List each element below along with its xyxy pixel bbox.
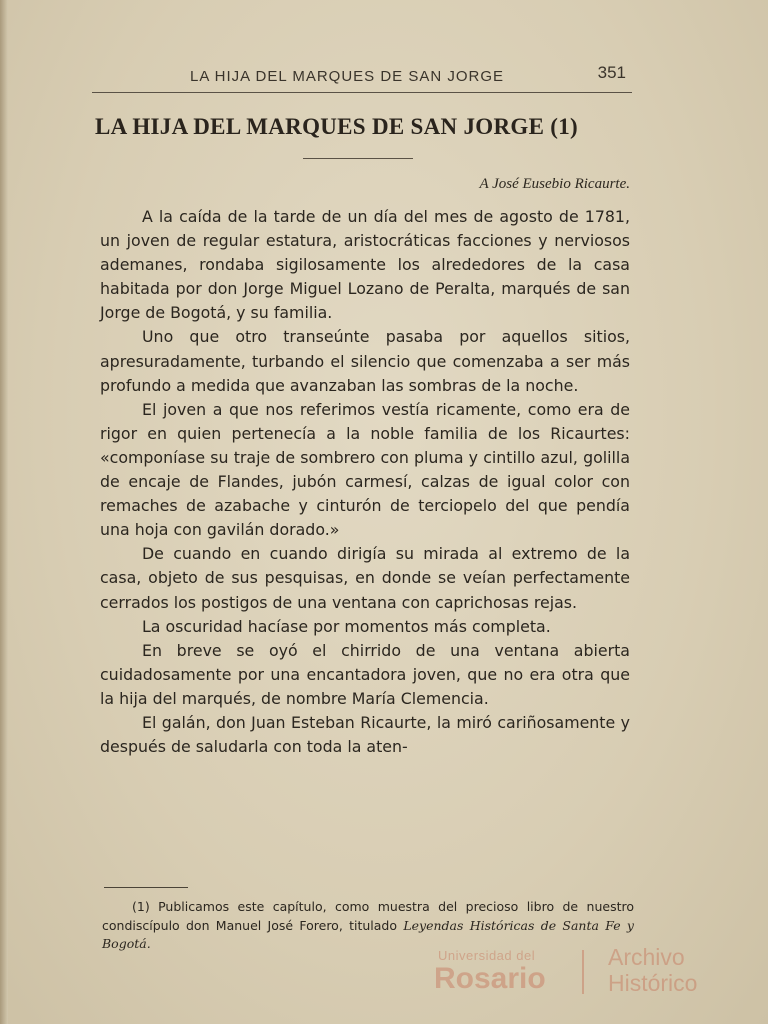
running-title: LA HIJA DEL MARQUES DE SAN JORGE (190, 68, 505, 85)
page-spine-shadow (0, 0, 8, 1024)
dedication: A José Eusebio Ricaurte. (479, 176, 630, 192)
paragraph: Uno que otro transeúnte pasaba por aquellos sitios, apresuradamente, turbando el silencio que comenzaba a ser más profundo a medida que avanzaban las sombras de la noche. (100, 327, 630, 395)
watermark-historico: Histórico (608, 970, 698, 996)
watermark-university: Universidad del (438, 948, 536, 963)
paragraph: A la caída de la tarde de un día del mes de agosto de 1781, un joven de regular estatura, aristocráticas facciones y nerviosos ademanes, rondaba sigilosamente los alrededores de la casa habitada por don Jorge Miguel Lozano de Peralta, marqués de san Jorge de Bogotá, y su familia. (100, 207, 630, 323)
footnote-rule (104, 887, 188, 888)
paragraph: El joven a que nos referimos vestía ricamente, como era de rigor en quien pertenecía a la noble familia de los Ricaurtes: «componíase su traje de sombrero con pluma y cintillo azul, golilla de encaje de Flandes, jubón carmesí, calzas de igual color con remaches de azabache y cinturón de terciopelo del que pendía una hoja con gavilán dorado.» (100, 399, 630, 540)
chapter-title: LA HIJA DEL MARQUES DE SAN JORGE (1) (95, 114, 579, 139)
header-rule (92, 92, 632, 93)
paragraph: En breve se oyó el chirrido de una ventana abierta cuidadosamente por una encantadora joven, que no era otra que la hija del marqués, de nombre María Clemencia. (100, 640, 630, 708)
archive-watermark (432, 940, 732, 1000)
paragraph: La oscuridad hacíase por momentos más completa. (142, 616, 551, 636)
page-number: 351 (597, 63, 626, 82)
watermark-archivo: Archivo (608, 944, 685, 970)
watermark-separator (582, 950, 584, 994)
paragraph: El galán, don Juan Esteban Ricaurte, la miró cariñosamente y después de saludarla con toda la aten- (100, 712, 630, 757)
body-text (100, 205, 630, 759)
watermark-rosario: Rosario (434, 962, 546, 995)
footnote-book-title: Leyendas Históricas de Santa Fe y Bogotá. (102, 917, 634, 951)
title-rule (303, 158, 413, 159)
running-head (96, 62, 630, 90)
footnote-text: (1) Publicamos este capítulo, como muestra del precioso libro de nuestro condiscípulo don Manuel José Forero, titulado (102, 899, 634, 933)
paragraph: De cuando en cuando dirigía su mirada al extremo de la casa, objeto de sus pesquisas, en donde se veían perfectamente cerrados los postigos de una ventana con caprichosas rejas. (100, 544, 630, 612)
